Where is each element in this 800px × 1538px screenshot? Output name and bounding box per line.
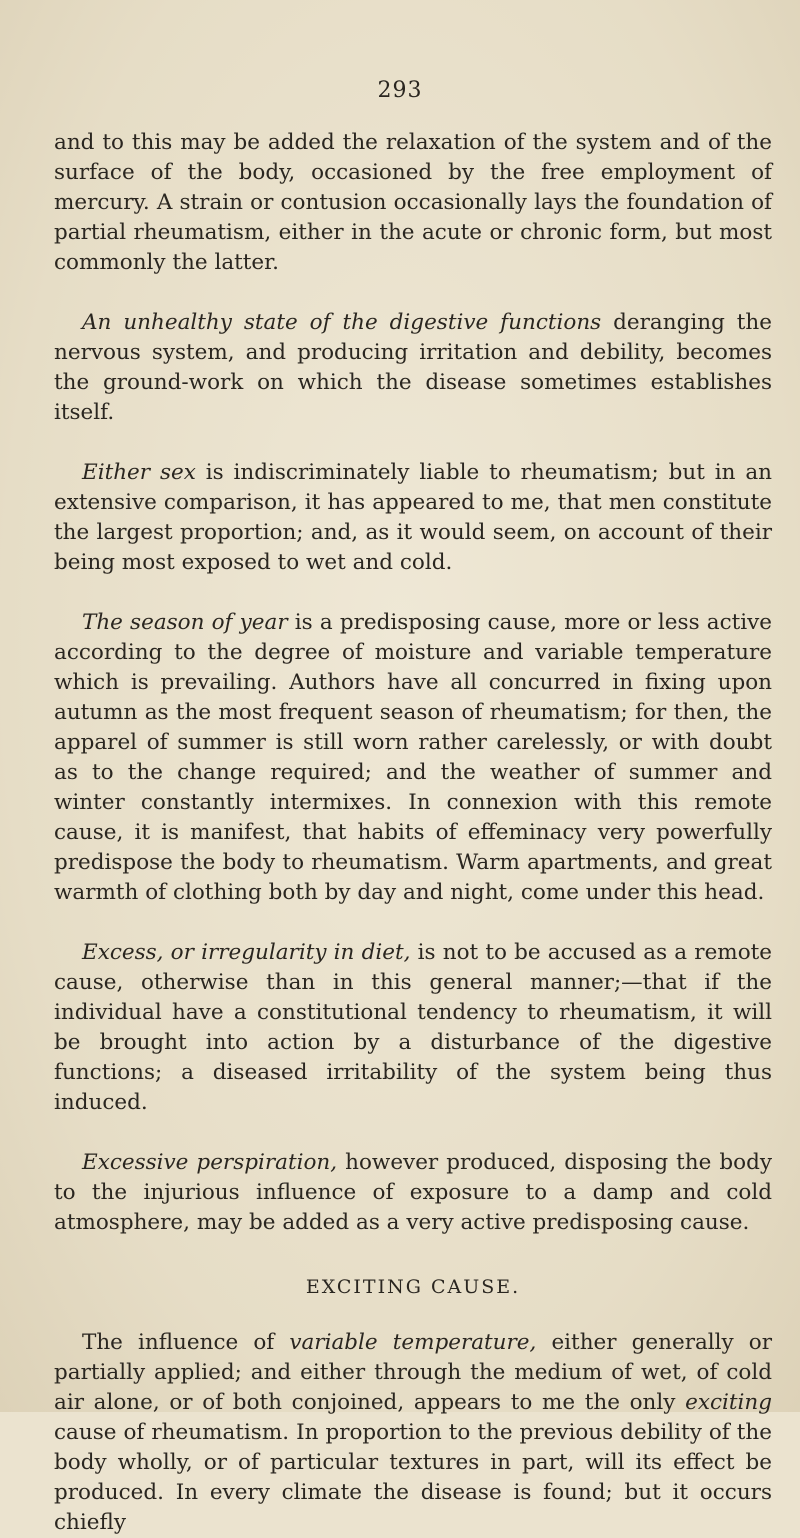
page-number: 293 [377, 78, 423, 103]
paragraph-text: is not to be accused as a remote cause, otherwise than in this general manner;—that if the individual have a constitutional tendency to rheumatism, it will be brought into action by a disturbance of the digestive functions; a diseased irritability of the system being thus induced. [54, 940, 772, 1115]
paragraph-either-sex [54, 458, 772, 578]
paragraph-text: is indiscriminately liable to rheumatism; but in an extensive comparison, it has appeared to me, that men constitute the largest proportion; and, as it would seem, on account of their being most exposed to wet and cold. [54, 460, 772, 575]
paragraph-digestive-functions [54, 308, 772, 428]
paragraph-variable-temperature [54, 1328, 772, 1538]
page-body [54, 128, 772, 1538]
paragraph-text: deranging the nervous system, and producing irritation and debility, becomes the ground-work on which the disease sometimes establishes itself. [54, 310, 772, 425]
paragraph-text: is a predisposing cause, more or less active according to the degree of moisture and variable temperature which is prevailing. Authors have all concurred in fixing upon autumn as the most frequent season of rheumatism; for then, the apparel of summer is still worn rather carelessly, or with doubt as to the change required; and the weather of summer and winter constantly intermixes. In connexion with this remote cause, it is manifest, that habits of effeminacy very powerfully predispose the body to rheumatism. Warm apartments, and great warmth of clothing both by day and night, come under this head. [54, 610, 772, 905]
paragraph-season-of-year [54, 608, 772, 908]
paragraph-lead: An unhealthy state of the digestive functions [82, 310, 602, 335]
paragraph-lead: Excessive perspiration, [82, 1150, 338, 1175]
section-heading: EXCITING CAUSE. [305, 1276, 521, 1298]
paragraph-emphasis-1: variable temperature, [289, 1330, 537, 1355]
paragraph-excessive-perspiration [54, 1148, 772, 1238]
paragraph-text: however produced, disposing the body to the injurious influence of exposure to a damp and cold atmosphere, may be added as a very active predisposing cause. [54, 1150, 773, 1235]
paragraph-lead: The season of year [82, 610, 288, 635]
paragraph-text-part3: cause of rheumatism. In proportion to the previous debility of the body wholly, or of particular textures in part, will its effect be produced. In every climate the disease is found; but it occurs chiefly [54, 1420, 772, 1535]
paragraph-text-part1: The influence of [82, 1330, 290, 1355]
paragraph-excess-diet [54, 938, 772, 1118]
paragraph-lead: Either sex [82, 460, 196, 485]
paragraph-text: and to this may be added the relaxation of the system and of the surface of the body, occasioned by the free employment of mercury. A strain or contusion occasionally lays the foundation of partial rheumatism, either in the acute or chronic form, but most commonly the latter. [54, 130, 772, 275]
paragraph-emphasis-2: exciting [685, 1390, 772, 1415]
paragraph-lead: Excess, or irregularity in diet, [82, 940, 411, 965]
paragraph-text-part2: either generally or partially applied; and either through the medium of wet, of cold air alone, or of both conjoined, appears to me the only [54, 1330, 772, 1415]
paragraph-mercury-strain [54, 128, 772, 278]
